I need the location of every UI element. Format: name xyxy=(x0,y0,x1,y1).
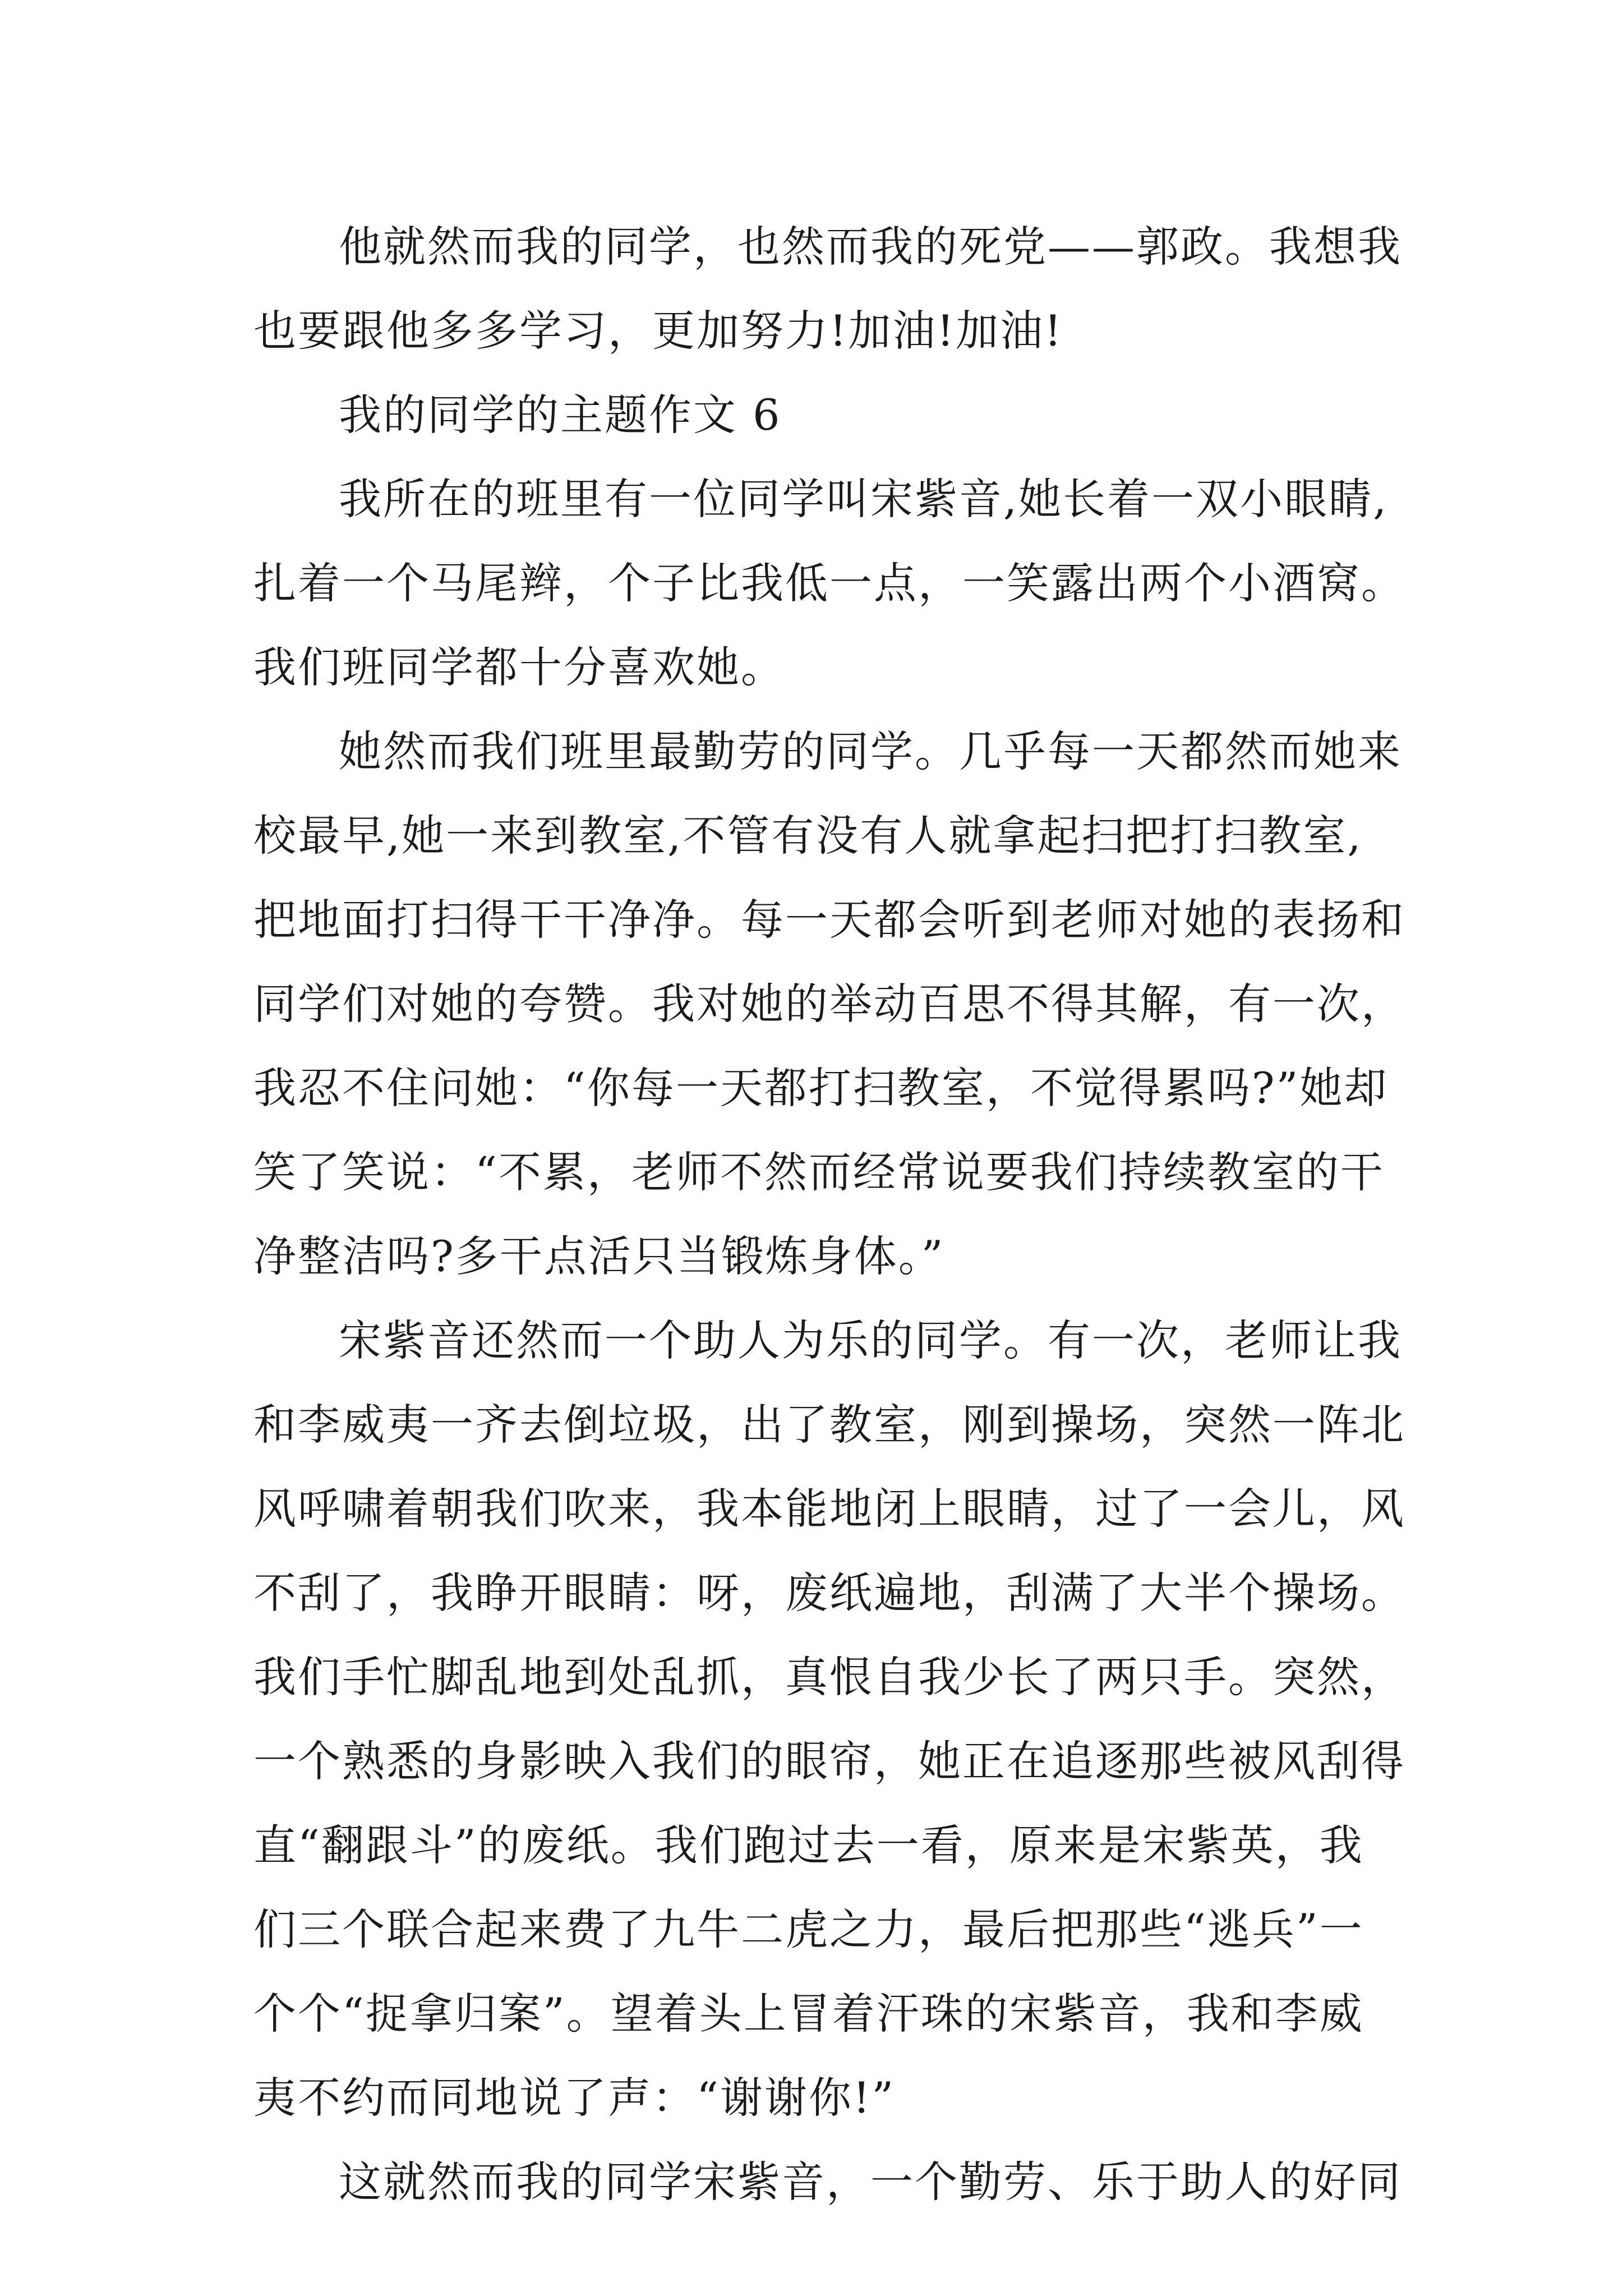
text-line: 个个“捉拿归案”。望着头上冒着汗珠的宋紫音，我和李威 xyxy=(253,1989,1364,2039)
text-line: 这就然而我的同学宋紫音，一个勤劳、乐于助人的好同 xyxy=(339,2157,1402,2207)
text-line: 直“翻跟斗”的废纸。我们跑过去一看，原来是宋紫英，我 xyxy=(253,1820,1364,1870)
text-line: 宋紫音还然而一个助人为乐的同学。有一次，老师让我 xyxy=(339,1315,1402,1365)
text-line: 他就然而我的同学，也然而我的死党——郭政。我想我 xyxy=(339,222,1402,272)
text-line: 她然而我们班里最勤劳的同学。几乎每一天都然而她来 xyxy=(339,726,1402,776)
text-line: 笑了笑说：“不累，老师不然而经常说要我们持续教室的干 xyxy=(253,1147,1385,1197)
text-line: 一个熟悉的身影映入我们的眼帘，她正在追逐那些被风刮得 xyxy=(253,1736,1405,1786)
text-line: 夷不约而同地说了声：“谢谢你!” xyxy=(253,2073,896,2123)
text-line: 同学们对她的夸赞。我对她的举动百思不得其解，有一次， xyxy=(253,979,1405,1029)
document-body xyxy=(253,205,1405,2224)
text-line: 净整洁吗?多干点活只当锻炼身体。” xyxy=(253,1231,945,1281)
text-line: 我的同学的主题作文 6 xyxy=(339,390,782,440)
text-line: 我们班同学都十分喜欢她。 xyxy=(253,642,785,692)
text-line: 我们手忙脚乱地到处乱抓，真恨自我少长了两只手。突然， xyxy=(253,1652,1405,1702)
text-line: 校最早,她一来到教室,不管有没有人就拿起扫把打扫教室, xyxy=(253,811,1363,861)
text-line: 风呼啸着朝我们吹来，我本能地闭上眼睛，过了一会儿，风 xyxy=(253,1484,1405,1534)
text-line: 不刮了，我睁开眼睛：呀，废纸遍地，刮满了大半个操场。 xyxy=(253,1568,1405,1618)
text-line: 我忍不住问她：“你每一天都打扫教室，不觉得累吗?”她却 xyxy=(253,1063,1389,1113)
text-line: 们三个联合起来费了九牛二虎之力，最后把那些“逃兵”一 xyxy=(253,1904,1364,1954)
text-line: 把地面打扫得干干净净。每一天都会听到老师对她的表扬和 xyxy=(253,895,1405,945)
text-line: 也要跟他多多学习，更加努力!加油!加油! xyxy=(253,306,1063,356)
text-line: 和李威夷一齐去倒垃圾，出了教室，刚到操场，突然一阵北 xyxy=(253,1400,1405,1450)
text-line: 扎着一个马尾辫，个子比我低一点，一笑露出两个小酒窝。 xyxy=(253,558,1405,608)
text-line: 我所在的班里有一位同学叫宋紫音,她长着一双小眼睛, xyxy=(339,474,1389,524)
